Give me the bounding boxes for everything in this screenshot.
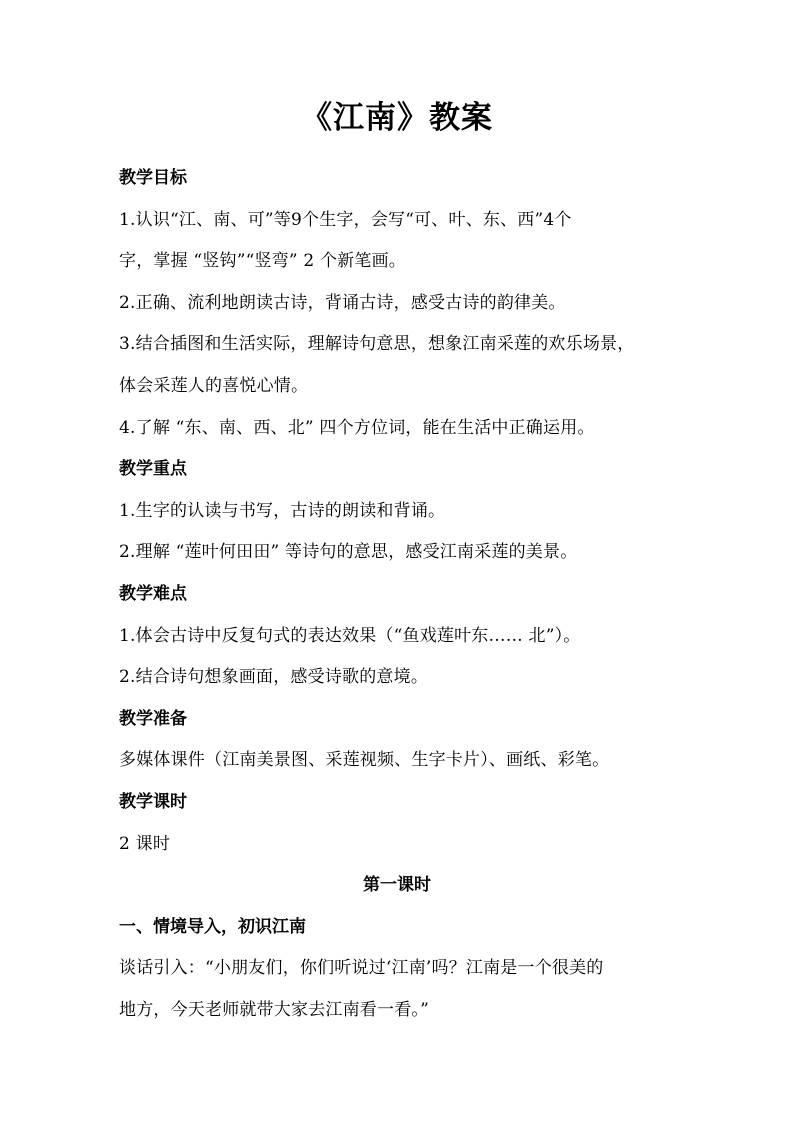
document-title: 《江南》教案	[301, 100, 493, 136]
paragraph-line: 多媒体课件（江南美景图、采莲视频、生字卡片）、画纸、彩笔。	[119, 750, 610, 771]
section-key-points	[119, 449, 679, 574]
paragraph-line: 1.认识“江、南、可”等9个生字，会写“可、叶、东、西”4个	[119, 209, 572, 230]
paragraph-line: 4.了解 “东、南、西、北” 四个方位词，能在生活中正确运用。	[119, 417, 595, 438]
section-objectives	[119, 158, 679, 449]
paragraph-line: 2.结合诗句想象画面，感受诗歌的意境。	[119, 667, 429, 688]
paragraph-line: 2.理解 “莲叶何田田” 等诗句的意思，感受江南采莲的美景。	[119, 542, 578, 563]
paragraph-line: 3.结合插图和生活实际，理解诗句意思，想象江南采莲的欢乐场景，	[119, 334, 635, 355]
section-class-hours	[119, 782, 679, 865]
paragraph-line: 体会采莲人的喜悦心情。	[119, 375, 309, 396]
paragraph-line: 1.体会古诗中反复句式的表达效果（“鱼戏莲叶东…… 北”）。	[119, 625, 581, 646]
paragraph-line: 字，掌握 “竖钩”“竖弯” 2 个新笔画。	[119, 251, 406, 272]
paragraph-line: 2.正确、流利地朗读古诗，背诵古诗，感受古诗的韵律美。	[119, 292, 566, 313]
section-heading: 教学重点	[119, 459, 187, 480]
section-heading: 教学目标	[119, 168, 187, 188]
paragraph-line: 1.生字的认读与书写，古诗的朗读和背诵。	[119, 500, 446, 521]
section-heading: 教学难点	[119, 583, 187, 604]
section-preparation	[119, 699, 679, 782]
lesson-heading: 第一课时	[363, 875, 431, 896]
section-heading: 教学准备	[119, 708, 187, 729]
section-difficulties	[119, 574, 679, 699]
paragraph-line: 谈话引入：“小朋友们，你们听说过‘江南’吗？江南是一个很美的	[119, 958, 604, 979]
subsection-heading: 一、情境导入，初识江南	[119, 916, 306, 937]
section-heading: 教学课时	[119, 791, 187, 812]
paragraph-line: 地方，今天老师就带大家去江南看一看。”	[119, 999, 429, 1020]
section-first-lesson	[119, 865, 679, 1031]
document-body	[119, 158, 679, 1031]
paragraph-line: 2 课时	[119, 833, 171, 854]
